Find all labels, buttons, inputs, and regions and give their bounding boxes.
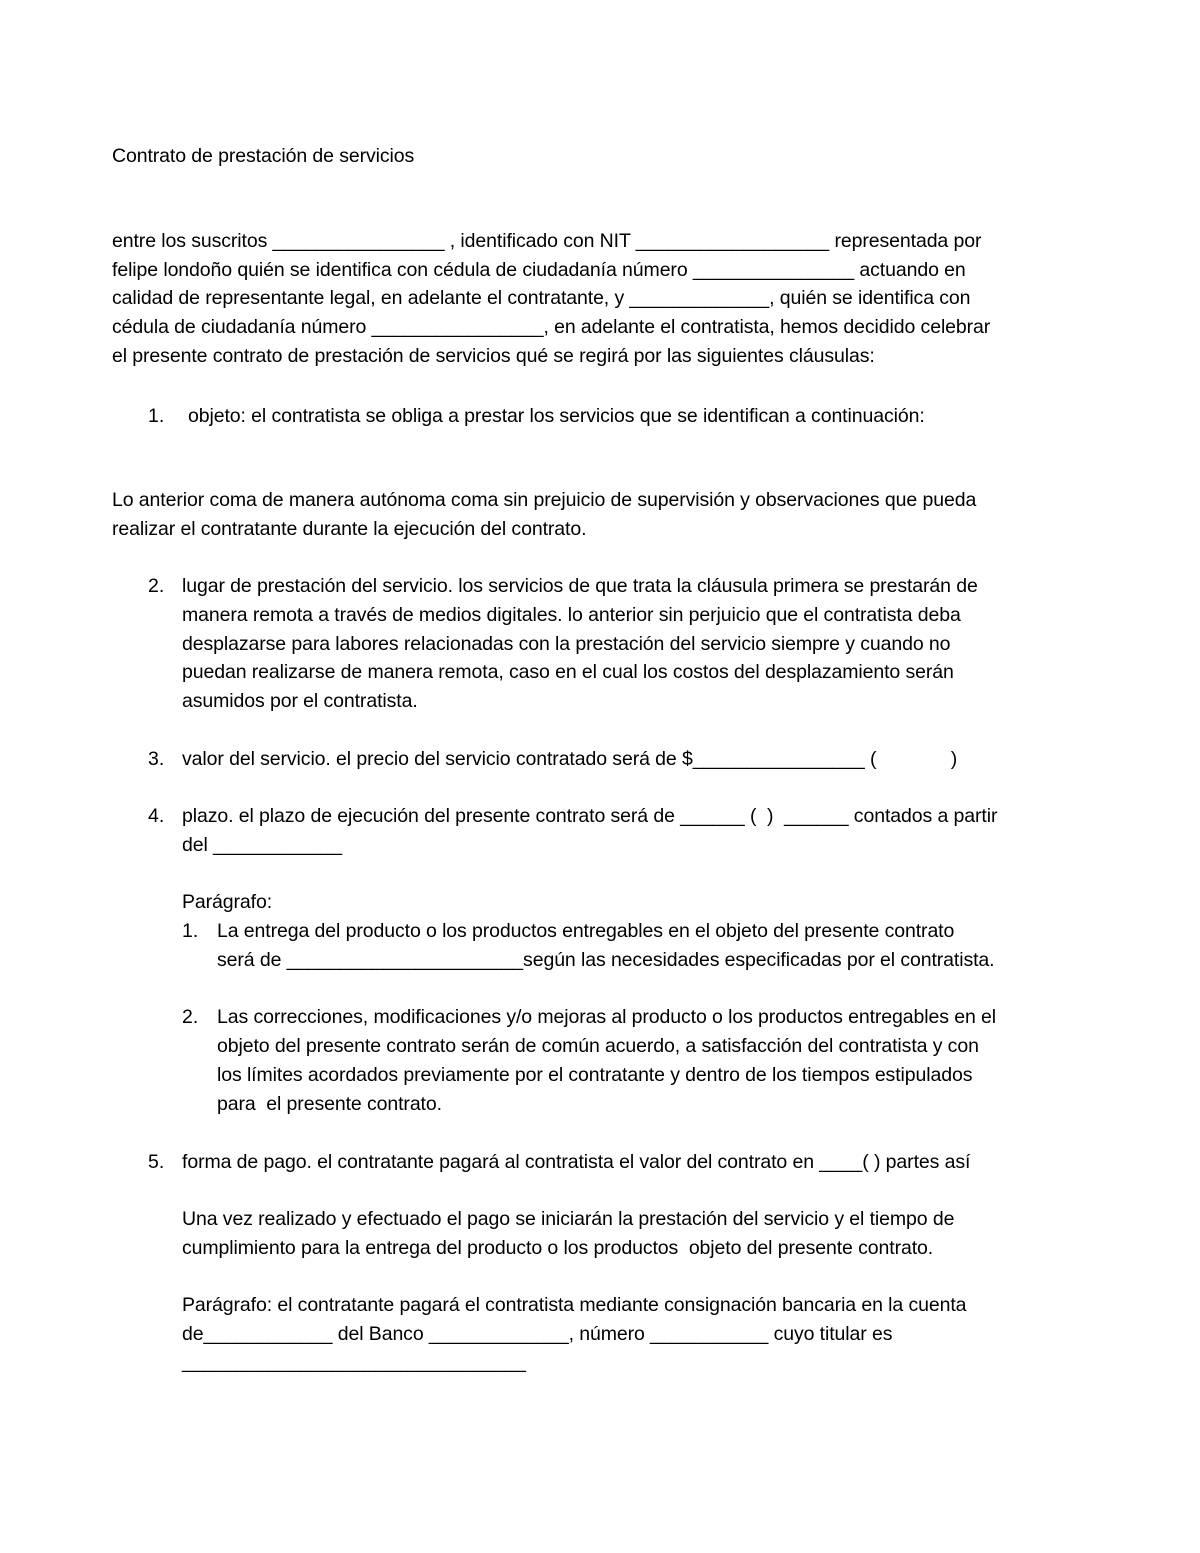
clause-4-line: plazo. el plazo de ejecución del presente contrato será de ______ ( ) ______ contados a partir — [182, 805, 998, 827]
clause-5-paragraph-line: Una vez realizado y efectuado el pago se iniciarán la prestación del servicio y el tiempo de — [182, 1208, 955, 1230]
clause-5-paragraph-line: de____________ del Banco _____________, número ___________ cuyo titular es — [182, 1323, 893, 1345]
intro-line: el presente contrato de prestación de servicios qué se regirá por las siguientes cláusulas: — [112, 345, 875, 367]
clause-3-number: 3. — [148, 748, 165, 770]
clause-2-line: puedan realizarse de manera remota, caso en el cual los costos del desplazamiento serán — [182, 661, 954, 683]
paragraph-line: Lo anterior coma de manera autónoma coma sin prejuicio de supervisión y observaciones que pueda — [112, 489, 977, 511]
clause-1-text: objeto: el contratista se obliga a prestar los servicios que se identifican a continuación: — [188, 405, 925, 427]
document-title: Contrato de prestación de servicios — [112, 145, 415, 167]
clause-5-paragraph-line: Parágrafo: el contratante pagará el contratista mediante consignación bancaria en la cuenta — [182, 1294, 967, 1316]
clause-2-line: lugar de prestación del servicio. los servicios de que trata la cláusula primera se prestarán de — [182, 575, 978, 597]
clause-4-sub-2-number: 2. — [182, 1006, 199, 1028]
clause-5-number: 5. — [148, 1151, 165, 1173]
clause-5-text: forma de pago. el contratante pagará al contratista el valor del contrato en ____( ) partes así — [182, 1151, 971, 1173]
intro-line: entre los suscritos ________________ , identificado con NIT __________________ representada por — [112, 230, 982, 252]
clause-4-line: del ____________ — [182, 834, 342, 856]
clause-4-sub-1-line: La entrega del producto o los productos entregables en el objeto del presente contrato — [217, 920, 955, 942]
clause-3-text: valor del servicio. el precio del servicio contratado será de $________________ ( ) — [182, 748, 958, 770]
clause-4-sub-2-line: Las correcciones, modificaciones y/o mejoras al producto o los productos entregables en el — [217, 1006, 997, 1028]
clause-4-sub-1-number: 1. — [182, 920, 199, 942]
clause-4-sub-1-line: será de ______________________según las necesidades especificadas por el contratista. — [217, 949, 995, 971]
clause-2-line: manera remota a través de medios digitales. lo anterior sin perjuicio que el contratista deba — [182, 604, 961, 626]
clause-4-sub-2-line: para el presente contrato. — [217, 1093, 442, 1115]
clause-4-sub-2-line: objeto del presente contrato serán de común acuerdo, a satisfacción del contratista y con — [217, 1035, 979, 1057]
intro-line: cédula de ciudadanía número ________________, en adelante el contratista, hemos decidido celebrar — [112, 316, 991, 338]
clause-4-paragraph-label: Parágrafo: — [182, 891, 273, 913]
intro-line: calidad de representante legal, en adelante el contratante, y _____________, quién se identifica con — [112, 287, 971, 309]
clause-4-sub-2-line: los límites acordados previamente por el contratante y dentro de los tiempos estipulados — [217, 1064, 973, 1086]
clause-5-paragraph-line: ________________________________ — [182, 1351, 526, 1373]
clause-4-number: 4. — [148, 805, 165, 827]
clause-5-paragraph-line: cumplimiento para la entrega del producto o los productos objeto del presente contrato. — [182, 1237, 934, 1259]
clause-1-number: 1. — [148, 405, 165, 427]
clause-2-line: asumidos por el contratista. — [182, 690, 418, 712]
intro-line: felipe londoño quién se identifica con cédula de ciudadanía número _______________ actuando en — [112, 259, 966, 281]
clause-2-line: desplazarse para labores relacionadas con la prestación del servicio siempre y cuando no — [182, 633, 951, 655]
paragraph-line: realizar el contratante durante la ejecución del contrato. — [112, 518, 587, 540]
clause-2-number: 2. — [148, 575, 165, 597]
